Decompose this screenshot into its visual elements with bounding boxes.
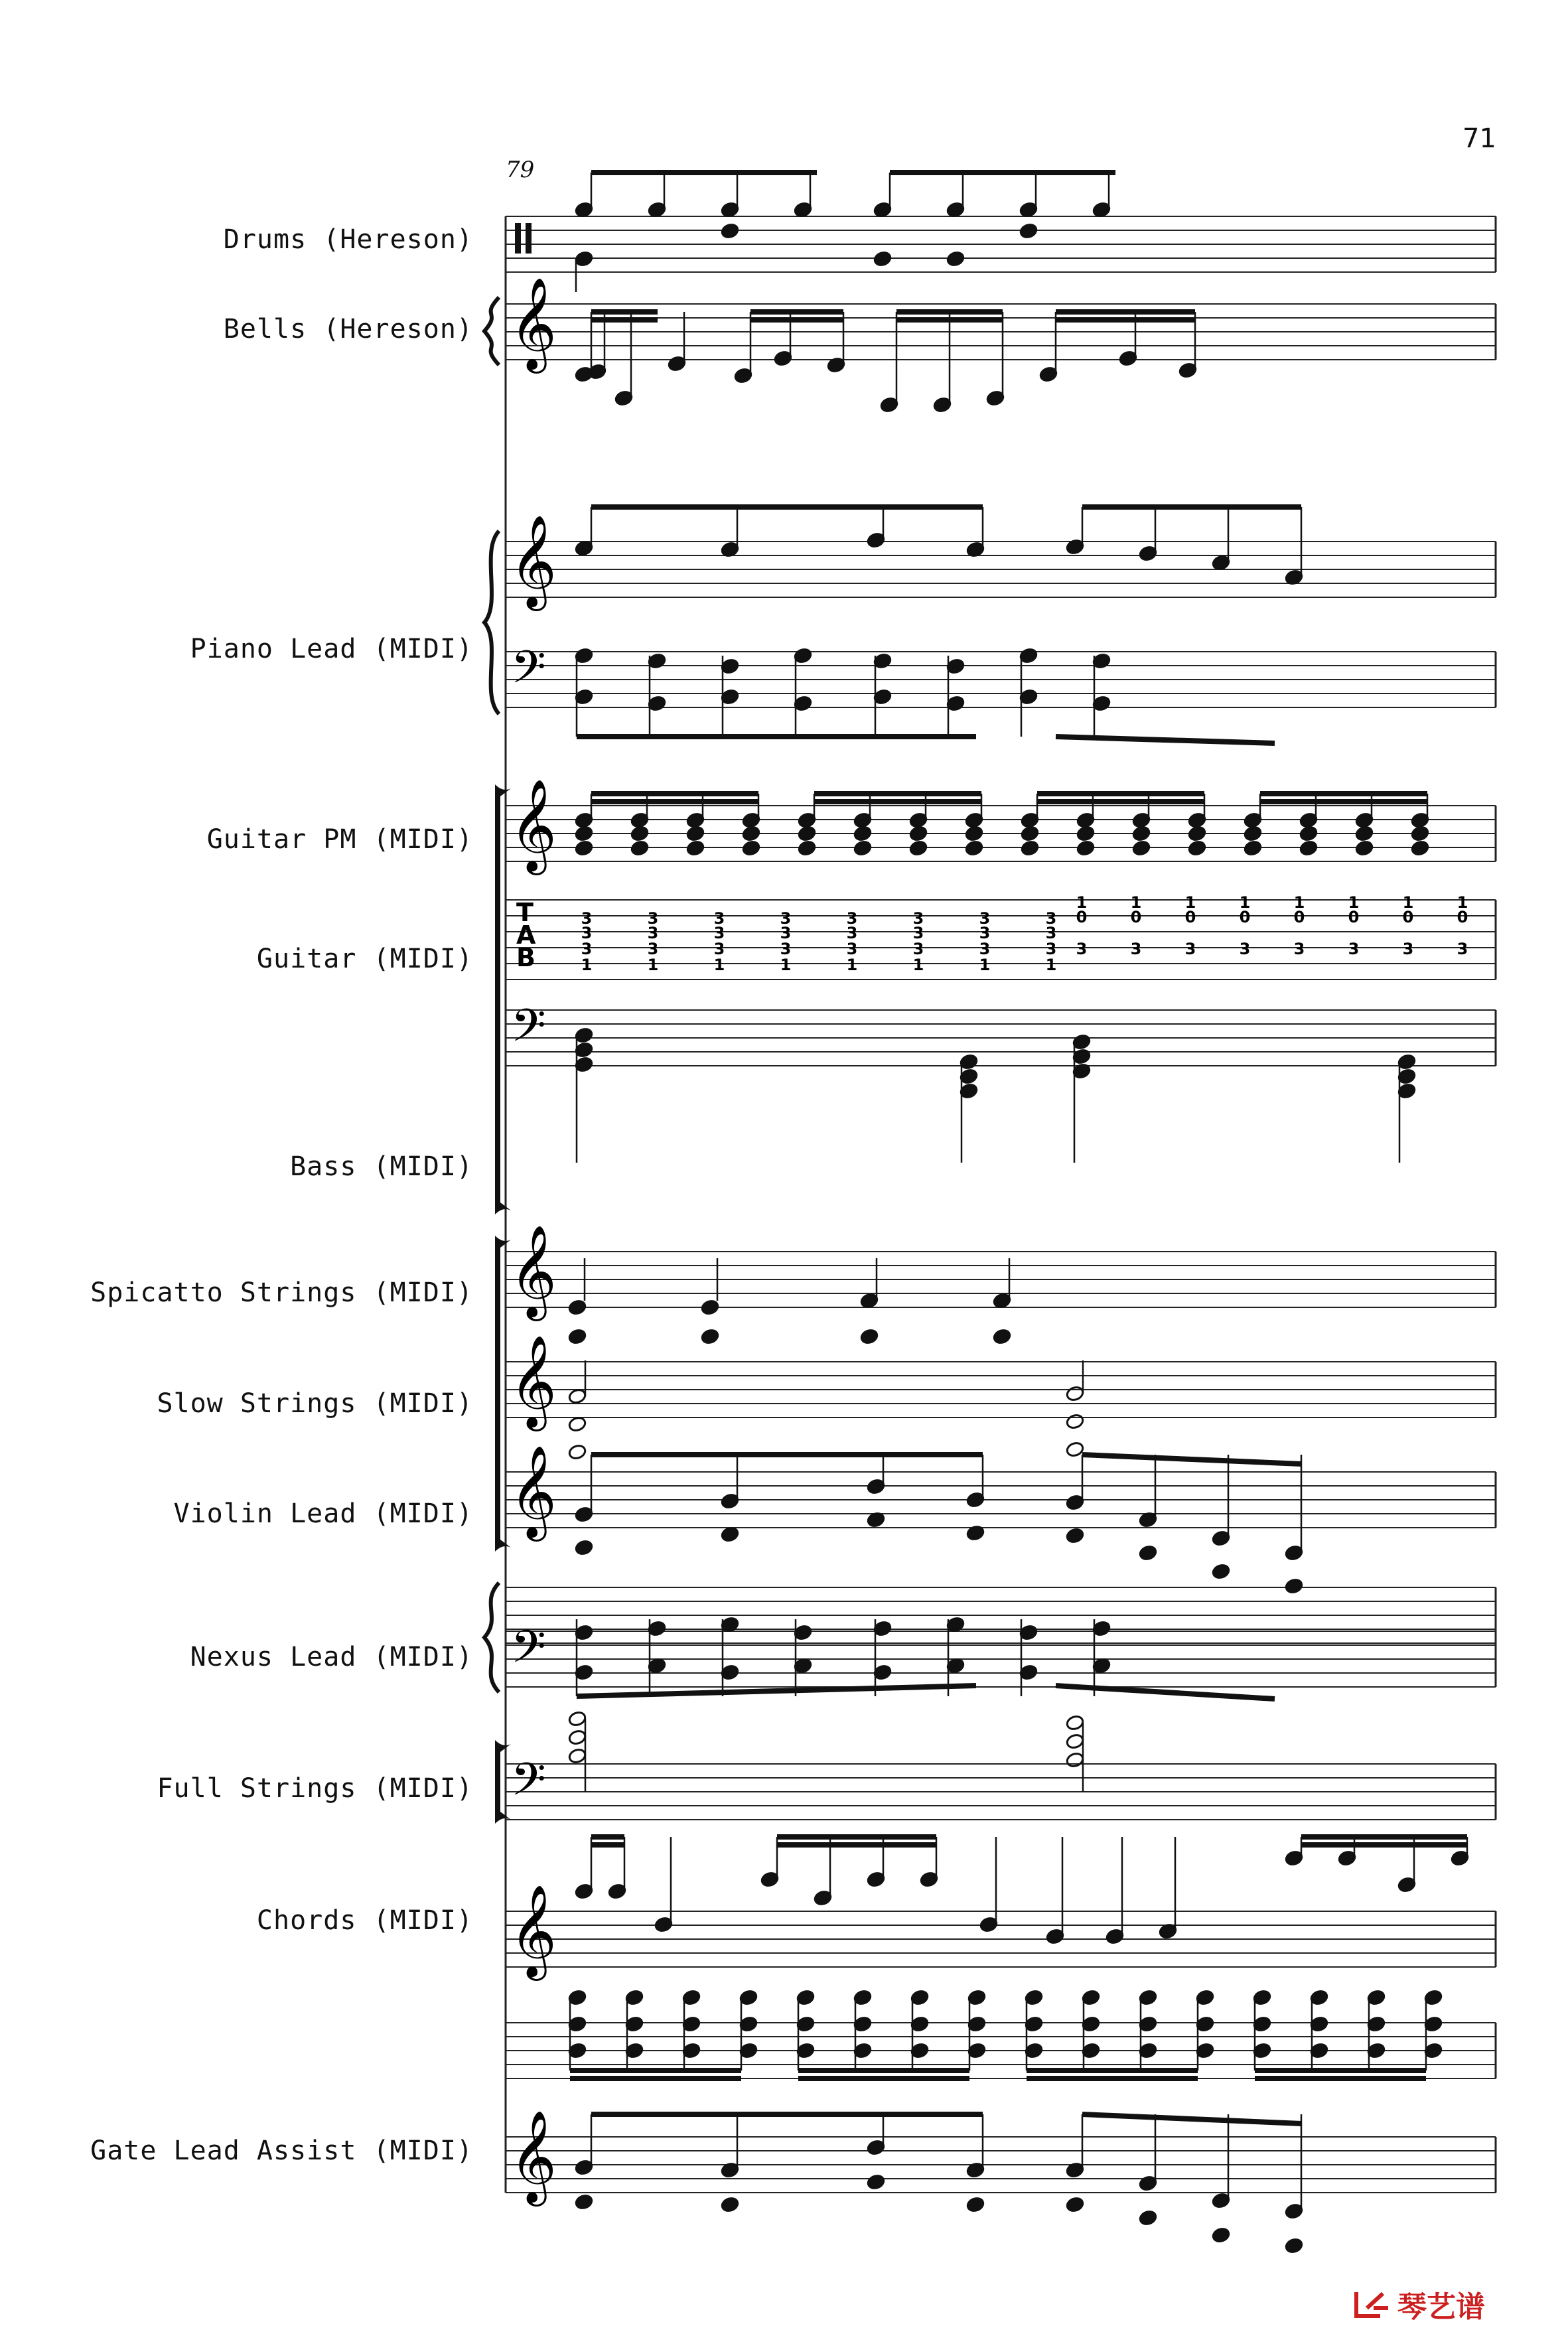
tab-fret-number: 3	[581, 940, 593, 958]
label-nexus: Nexus Lead (MIDI)	[190, 1642, 473, 1672]
tab-fret-number: 3	[1045, 940, 1057, 958]
full-strings-note	[568, 1710, 587, 1727]
label-drums: Drums (Hereson)	[223, 224, 473, 255]
spicatto-note	[860, 1328, 879, 1345]
percussion-clef-bar	[515, 223, 521, 254]
guitar-pm-note	[742, 839, 761, 856]
tab-fret-number: 1	[1130, 893, 1142, 912]
label-violin: Violin Lead (MIDI)	[173, 1498, 473, 1529]
guitar-pm-note	[965, 825, 984, 841]
guitar-pm-note	[630, 839, 650, 856]
violin-note	[1066, 1527, 1085, 1544]
spicatto-note	[993, 1328, 1012, 1345]
guitar-pm-note	[1355, 839, 1374, 856]
violin-note	[1285, 1577, 1304, 1594]
tab-fret-number: 3	[1045, 909, 1057, 928]
label-gate: Gate Lead Assist (MIDI)	[90, 2136, 473, 2166]
guitar-pm-note	[1244, 825, 1263, 841]
guitar-pm-note	[853, 825, 873, 841]
tab-fret-number: 0	[1293, 908, 1305, 926]
guitar-pm-note	[1188, 839, 1207, 856]
brace-bells	[484, 297, 499, 365]
tab-fret-number: 1	[581, 956, 593, 974]
bass-clef-full: 𝄢	[511, 1754, 546, 1817]
violin-note	[1139, 1544, 1158, 1561]
treble-clef-gate: 𝄞	[510, 2110, 557, 2203]
gate-note	[721, 2196, 740, 2213]
label-bass: Bass (MIDI)	[290, 1151, 473, 1182]
tab-fret-number: 0	[1402, 908, 1414, 926]
tab-fret-number: 3	[846, 909, 858, 928]
tab-fret-number: 1	[713, 956, 725, 974]
bass-clef-nexus: 𝄢	[511, 1621, 546, 1684]
label-piano: Piano Lead (MIDI)	[190, 634, 473, 664]
label-guitar-pm: Guitar PM (MIDI)	[206, 824, 473, 855]
tab-fret-number: 0	[1184, 908, 1196, 926]
watermark-logo	[1354, 2283, 1485, 2325]
tab-fret-number: 3	[581, 924, 593, 942]
tab-fret-number: 3	[1076, 940, 1088, 958]
label-guitar: Guitar (MIDI)	[256, 944, 473, 974]
tab-fret-number: 1	[846, 956, 858, 974]
tab-fret-number: 3	[780, 909, 792, 928]
tab-fret-number: 3	[979, 940, 991, 958]
guitar-pm-note	[1076, 839, 1096, 856]
tab-fret-number: 3	[1457, 940, 1468, 958]
tab-fret-number: 3	[1184, 940, 1196, 958]
guitar-pm-note	[1021, 839, 1040, 856]
tab-fret-number: 1	[780, 956, 792, 974]
bass-clef-piano: 𝄢	[511, 642, 546, 705]
full-strings-note	[568, 1729, 587, 1745]
guitar-pm-note	[742, 825, 761, 841]
full-strings-note	[568, 1747, 587, 1764]
tab-fret-number: 3	[912, 924, 924, 942]
label-full: Full Strings (MIDI)	[157, 1773, 473, 1804]
violin-note	[575, 1539, 594, 1556]
bracket-strings	[495, 1236, 511, 1552]
guitar-pm-note	[1355, 825, 1374, 841]
full-strings-note	[1066, 1751, 1085, 1768]
treble-clef-bells: 𝄞	[510, 277, 557, 370]
brace-piano	[484, 531, 499, 714]
label-chords: Chords (MIDI)	[256, 1905, 473, 1936]
tab-fret-number: 3	[713, 940, 725, 958]
drum-snare-note	[721, 222, 740, 239]
tab-fret-number: 3	[912, 940, 924, 958]
full-strings-note	[1066, 1733, 1085, 1749]
tab-fret-number: 0	[1130, 908, 1142, 926]
beam	[1082, 1455, 1301, 1464]
guitar-pm-note	[1299, 839, 1319, 856]
guitar-pm-note	[1411, 825, 1430, 841]
tab-fret-number: 3	[647, 924, 659, 942]
tab-letter: T	[516, 898, 534, 927]
tab-fret-number: 3	[581, 909, 593, 928]
guitar-pm-note	[575, 839, 594, 856]
slow-strings-note	[568, 1443, 587, 1460]
bracket-guitars	[495, 784, 511, 1214]
treble-clef-chords: 𝄞	[510, 1885, 557, 1977]
guitar-pm-note	[965, 839, 984, 856]
tab-fret-number: 3	[780, 924, 792, 942]
tab-fret-number: 3	[713, 909, 725, 928]
label-bells: Bells (Hereson)	[223, 314, 473, 344]
tab-fret-number: 1	[1457, 893, 1468, 912]
gate-note	[1066, 2196, 1085, 2213]
drum-kick-note	[946, 250, 965, 267]
gate-note	[575, 2193, 594, 2210]
drum-snare-note	[1019, 222, 1038, 239]
guitar-pm-note	[1188, 825, 1207, 841]
guitar-pm-note	[1132, 839, 1151, 856]
tab-fret-number: 0	[1457, 908, 1468, 926]
guitar-pm-note	[1132, 825, 1151, 841]
guitar-pm-note	[1411, 839, 1430, 856]
guitar-pm-note	[630, 825, 650, 841]
guitar-pm-note	[1076, 825, 1096, 841]
slow-strings-note	[1066, 1413, 1085, 1429]
tab-fret-number: 3	[713, 924, 725, 942]
treble-clef-guitar-pm: 𝄞	[510, 779, 557, 871]
gate-note	[1139, 2209, 1158, 2226]
guitar-pm-note	[686, 825, 705, 841]
spicatto-note	[701, 1299, 720, 1315]
guitar-pm-note	[798, 839, 817, 856]
treble-clef-piano: 𝄞	[510, 515, 557, 607]
treble-clef-violin: 𝄞	[510, 1445, 557, 1538]
tab-fret-number: 3	[979, 924, 991, 942]
guitar-pm-note	[853, 839, 873, 856]
beam	[1056, 737, 1275, 743]
treble-clef-slow: 𝄞	[510, 1335, 557, 1427]
percussion-clef-bar	[526, 223, 532, 254]
guitar-pm-note	[798, 825, 817, 841]
tab-fret-number: 3	[1348, 940, 1360, 958]
gate-note	[1285, 2237, 1304, 2254]
tab-fret-number: 3	[979, 909, 991, 928]
tab-fret-number: 1	[979, 956, 991, 974]
tab-letter: A	[516, 920, 536, 950]
tab-fret-number: 1	[1293, 893, 1305, 912]
spicatto-note	[568, 1328, 587, 1345]
tab-fret-number: 3	[846, 940, 858, 958]
tab-fret-number: 1	[1239, 893, 1251, 912]
tab-fret-number: 3	[846, 924, 858, 942]
tab-fret-number: 3	[780, 940, 792, 958]
watermark-text: 琴艺谱	[1397, 2290, 1485, 2324]
drum-kick-note	[575, 250, 594, 267]
brace-nexus	[484, 1583, 499, 1692]
treble-clef-spicatto: 𝄞	[510, 1225, 557, 1317]
guitar-pm-note	[1299, 825, 1319, 841]
tab-fret-number: 1	[647, 956, 659, 974]
measure-number: 79	[506, 157, 535, 183]
tab-fret-number: 1	[1402, 893, 1414, 912]
tab-fret-number: 1	[912, 956, 924, 974]
tab-fret-number: 3	[647, 940, 659, 958]
violin-note	[1212, 1563, 1231, 1579]
page-number: 71	[1462, 123, 1496, 154]
tab-fret-number: 3	[647, 909, 659, 928]
tab-fret-number: 3	[1293, 940, 1305, 958]
tab-fret-number: 1	[1348, 893, 1360, 912]
tab-fret-number: 3	[1130, 940, 1142, 958]
label-slow: Slow Strings (MIDI)	[157, 1388, 473, 1419]
full-strings-note	[1066, 1714, 1085, 1731]
tab-fret-number: 1	[1045, 956, 1057, 974]
guitar-pm-note	[909, 839, 928, 856]
guitar-pm-note	[1244, 839, 1263, 856]
gate-note	[1212, 2226, 1231, 2243]
guitar-pm-note	[575, 825, 594, 841]
beam	[1082, 2114, 1301, 2124]
slow-strings-note	[568, 1416, 587, 1432]
slow-strings-note	[1066, 1385, 1085, 1402]
tab-letter: B	[516, 943, 535, 972]
tab-fret-number: 3	[1239, 940, 1251, 958]
violin-note	[721, 1526, 740, 1542]
drum-kick-note	[873, 250, 892, 267]
guitar-pm-note	[1021, 825, 1040, 841]
tab-fret-number: 3	[912, 909, 924, 928]
logo-mark-icon	[1354, 2288, 1391, 2320]
tab-fret-number: 0	[1348, 908, 1360, 926]
tab-fret-number: 1	[1076, 893, 1088, 912]
tab-fret-number: 0	[1239, 908, 1251, 926]
tab-fret-number: 0	[1076, 908, 1088, 926]
guitar-pm-note	[909, 825, 928, 841]
tab-fret-number: 1	[1184, 893, 1196, 912]
tab-fret-number: 3	[1045, 924, 1057, 942]
bracket-full-strings	[495, 1740, 511, 1824]
tab-fret-number: 3	[1402, 940, 1414, 958]
spicatto-note	[701, 1328, 720, 1345]
spicatto-note	[568, 1299, 587, 1315]
bass-clef-bass: 𝄢	[511, 1000, 546, 1063]
label-spicatto: Spicatto Strings (MIDI)	[90, 1277, 473, 1308]
gate-note	[867, 2173, 886, 2190]
slow-strings-note	[568, 1388, 587, 1404]
guitar-pm-note	[686, 839, 705, 856]
gate-note	[966, 2196, 985, 2213]
